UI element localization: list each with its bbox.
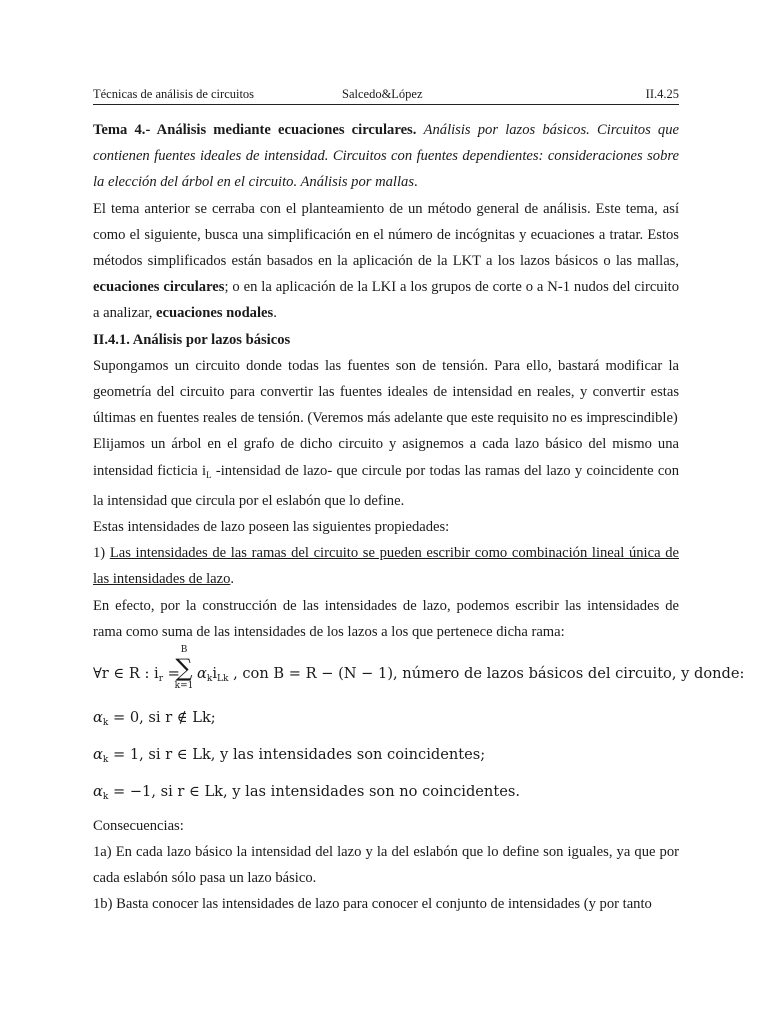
consequence-1a: 1a) En cada lazo básico la intensidad del lazo y la del eslabón que lo define son iguales, ya que por cada eslabón sólo pasa un lazo básico. — [93, 843, 679, 887]
section-heading: II.4.1. Análisis por lazos básicos — [93, 331, 291, 348]
property-1: 1) Las intensidades de las ramas del circuito se pueden escribir como combinación lineal única de las intensidades de lazo. — [93, 545, 679, 588]
consequences-label: Consecuencias: — [93, 817, 184, 834]
alpha-case-zero: $\alpha_k = 0$, si r ∉ Lk; — [93, 709, 216, 729]
property-1-statement: Las intensidades de las ramas del circuito se pueden escribir como combinación lineal única de las intensidades de lazo — [93, 545, 679, 588]
topic-title-bold: Tema 4.- Análisis mediante ecuaciones circulares — [93, 122, 413, 138]
header-page-number: II.4.25 — [645, 87, 679, 101]
consequence-1b: 1b) Basta conocer las intensidades de lazo para conocer el conjunto de intensidades (y por tanto — [93, 896, 652, 913]
paragraph-loop-currents: Elijamos un árbol en el grafo de dicho circuito y asignemos a cada lazo básico del mismo una intensidad ficticia $i_L$ -intensidad de lazo- que circule por todas las ramas del lazo y coincidente con la intensidad que circula por el eslabón que lo define. — [93, 436, 679, 509]
paragraph-voltage-sources: Supongamos un circuito donde todas las fuentes son de tensión. Para ello, bastará modificar la geometría del circuito para convertir las fuentes ideales de intensidad en reales, y convertir estas últimas en fuentes reales de tensión. (Veremos más adelante que este requisito no es imprescindible) — [93, 357, 679, 427]
intro-paragraph: El tema anterior se cerraba con el planteamiento de un método general de análisis. Este tema, así como el siguiente, busca una simplificación en el número de incógnitas y ecuaciones a tratar. Estos métodos simplificados están basados en la aplicación de la LKT a los lazos básicos o las mallas, ecuaciones circulares; o en la aplicación de la LKI a los grupos de corte o a N-1 nudos del circuito a analizar, ecuaciones nodales. — [93, 200, 680, 322]
header-authors: Salcedo&López — [342, 87, 423, 101]
summation-symbol: B ∑ k=1 — [174, 645, 194, 692]
alpha-case-minus-one: $\alpha_k = -1$, si r ∈ Lk, y las intensidades son no coincidentes. — [93, 783, 520, 803]
topic-title: Tema 4.- Análisis mediante ecuaciones circulares. Análisis por lazos básicos. Circuitos que contienen fuentes ideales de intensidad. Circuitos con fuentes dependientes: consideraciones sobre la elección del árbol en el circuito. Análisis por mallas. — [93, 122, 680, 191]
header-course-title: Técnicas de análisis de circuitos — [93, 87, 255, 101]
term-circular-equations: ecuaciones circulares — [93, 279, 225, 296]
header-rule — [93, 104, 679, 105]
branch-current-formula: ∀r ∈ R : $i_r$ = B ∑ k=1 $\alpha_ki_{Lk}$ , con B = R − (N − 1), número de lazos básicos del circuito, y donde: — [93, 645, 745, 692]
running-header — [93, 86, 679, 102]
paragraph-properties-intro: Estas intensidades de lazo poseen las siguientes propiedades: — [93, 519, 450, 536]
document-body — [93, 117, 745, 917]
alpha-case-one: $\alpha_k = 1$, si r ∈ Lk, y las intensidades son coincidentes; — [93, 746, 486, 766]
paragraph-branch-sum: En efecto, por la construcción de las intensidades de lazo, podemos escribir las intensidades de rama como suma de las intensidades de los lazos a los que pertenece dicha rama: — [93, 597, 679, 640]
term-nodal-equations: ecuaciones nodales — [156, 305, 274, 322]
topic-title-italic: Análisis por lazos básicos. Circuitos que contienen fuentes ideales de intensidad. Circuitos con fuentes dependientes: consideraciones sobre la elección del árbol en el circuito. Análisis por mallas — [93, 122, 680, 191]
